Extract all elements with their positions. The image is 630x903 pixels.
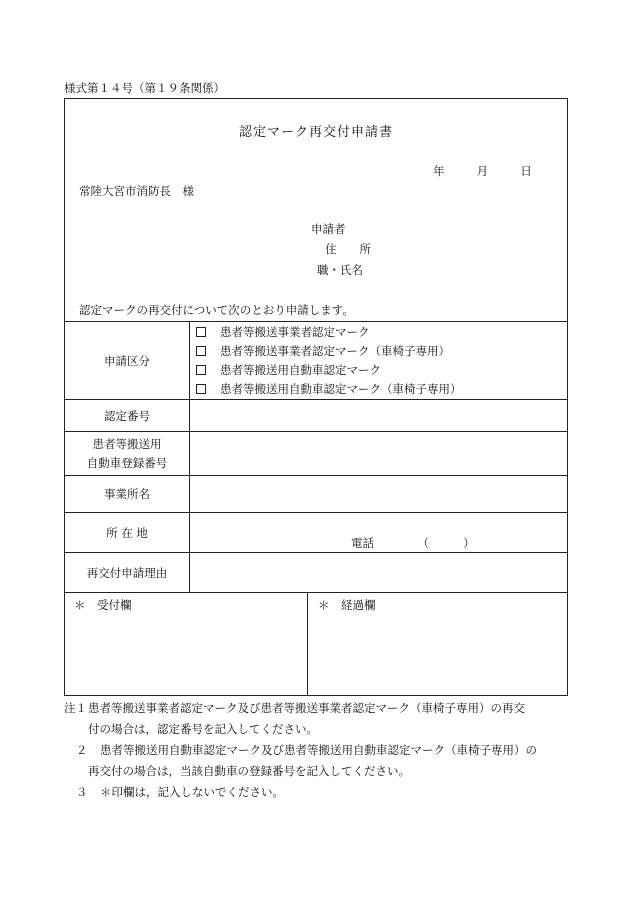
reason-field[interactable] [190,553,568,593]
category-option[interactable]: 患者等搬送事業者認定マーク（車椅子専用） [190,342,567,361]
note-number: ３ [76,785,88,799]
checkbox-icon[interactable] [196,346,206,356]
note-item [64,740,574,782]
location-label: 所 在 地 [65,513,190,553]
note-text: 患者等搬送用自動車認定マーク及び患者等搬送用自動車認定マーク（車椅子専用）の [100,743,537,757]
office-name-label: 事業所名 [65,476,190,513]
date-line [433,163,532,179]
note-text: 患者等搬送事業者認定マーク及び患者等搬送事業者認定マーク（車椅子専用）の再交 [88,701,525,715]
note-text: 再交付の場合は，当該自動車の登録番号を記入してください。 [88,764,410,778]
applicant-address-label: 住 所 [325,242,371,256]
note-item [64,782,574,803]
category-option[interactable]: 患者等搬送用自動車認定マーク [190,361,567,380]
date-day: 日 [520,164,532,178]
applicant-name-label: 職・氏名 [317,263,363,277]
form-number: 様式第１４号（第１９条関係） [64,81,225,95]
progress-box [308,592,568,696]
receipt-label: ＊ 受付欄 [74,598,132,612]
category-options [190,322,568,400]
progress-label: ＊ 経過欄 [318,598,376,612]
table-row [65,432,568,476]
application-form [64,98,568,696]
checkbox-icon[interactable] [196,365,206,375]
applicant-label: 申請者 [311,222,346,236]
notes [64,698,574,803]
note-number: 注１ [64,701,87,715]
reason-label: 再交付申請理由 [65,553,190,593]
table-row [65,476,568,513]
category-option[interactable]: 患者等搬送事業者認定マーク [190,323,567,342]
application-statement: 認定マークの再交付について次のとおり申請します。 [79,303,354,317]
phone-line [351,535,475,551]
office-use-row [64,592,568,696]
table-row [65,400,568,432]
table-row [65,553,568,593]
checkbox-icon[interactable] [196,327,206,337]
phone-parentheses: （ ） [417,536,475,550]
category-option[interactable]: 患者等搬送用自動車認定マーク（車椅子専用） [190,380,567,399]
vehicle-number-label: 患者等搬送用 自動車登録番号 [65,432,190,476]
vehicle-number-field[interactable] [190,432,568,476]
date-month: 月 [476,164,489,178]
phone-label: 電話 [351,536,374,550]
note-item [64,698,574,740]
office-name-field[interactable] [190,476,568,513]
category-label: 申請区分 [65,322,190,400]
table-row [65,322,568,400]
receipt-box [64,592,308,696]
addressee: 常陸大宮市消防長 様 [79,184,194,198]
note-text: 付の場合は，認定番号を記入してください。 [88,722,318,736]
application-table [64,321,568,593]
note-number: ２ [76,743,88,757]
form-title: 認定マーク再交付申請書 [238,125,393,140]
checkbox-icon[interactable] [196,384,206,394]
note-text: ＊印欄は，記入しないでください。 [100,785,284,799]
table-row [65,513,568,553]
date-year: 年 [433,164,445,178]
cert-number-field[interactable] [190,400,568,432]
cert-number-label: 認定番号 [65,400,190,432]
